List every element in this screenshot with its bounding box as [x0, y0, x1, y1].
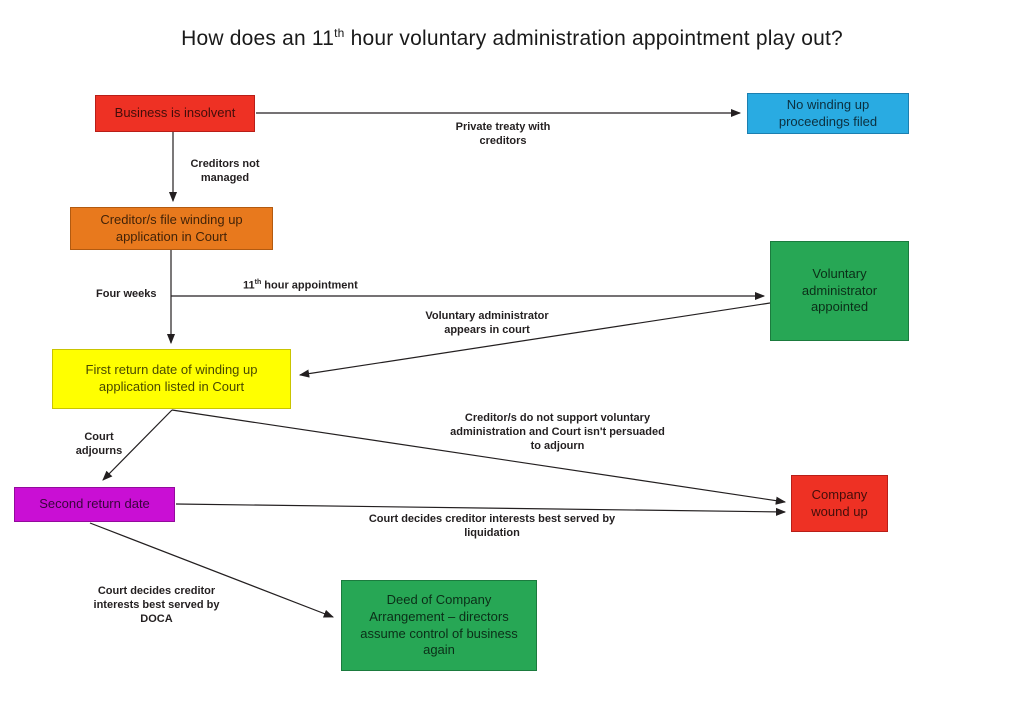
edge-label-doca: Court decides creditor interests best served by DOCA	[93, 585, 220, 625]
edge-label-creditors-do-not-support: Creditor/s do not support voluntary administration and Court isn't persuaded to adjourn	[450, 412, 665, 452]
node-company-wound-up	[791, 475, 888, 532]
node-first-return-date-label: First return date of winding up application listed in Court	[85, 362, 258, 394]
node-second-return-date	[14, 487, 175, 522]
diagram-title-prefix: How does an 11	[181, 27, 335, 50]
diagram-title-suffix: hour voluntary administration appointment play out?	[344, 27, 843, 50]
node-no-winding-up-proceedings	[747, 93, 909, 134]
node-voluntary-administrator-appointed	[770, 241, 909, 341]
node-voluntary-administrator-appointed-label: Voluntary administrator appointed	[801, 266, 878, 315]
node-no-winding-up-proceedings-label: No winding up proceedings filed	[778, 96, 878, 129]
node-business-insolvent-label: Business is insolvent	[114, 105, 236, 121]
node-first-return-date	[52, 349, 291, 409]
edge-label-va-appears-in-court: Voluntary administrator appears in court	[425, 310, 549, 336]
node-second-return-date-label: Second return date	[39, 496, 150, 512]
node-company-wound-up-label: Company wound up	[811, 486, 868, 519]
diagram-title-superscript: th	[334, 26, 345, 40]
node-business-insolvent	[95, 95, 255, 132]
edge-label-eleventh-hour-superscript: th	[254, 279, 262, 286]
edge-label-eleventh-hour-suffix: hour appointment	[261, 279, 358, 292]
edge-label-creditors-not-managed: Creditors not managed	[190, 158, 260, 184]
edge-label-court-adjourns: Court adjourns	[75, 431, 123, 457]
edge-label-liquidation: Court decides creditor interests best served by liquidation	[368, 513, 616, 539]
edge-label-four-weeks: Four weeks	[96, 288, 157, 300]
node-deed-of-company-arrangement	[341, 580, 537, 671]
node-creditors-file-application-label: Creditor/s file winding up application in Court	[100, 211, 243, 244]
arrow-liquidation-to-wound-up	[176, 504, 785, 512]
edge-label-private-treaty: Private treaty with creditors	[455, 121, 551, 147]
edge-label-eleventh-hour-appointment	[243, 276, 358, 293]
node-creditors-file-application	[70, 207, 273, 250]
node-deed-of-company-arrangement-label: Deed of Company Arrangement – directors assume control of business again	[360, 592, 518, 658]
edge-label-eleventh-hour-prefix: 11	[243, 279, 255, 292]
